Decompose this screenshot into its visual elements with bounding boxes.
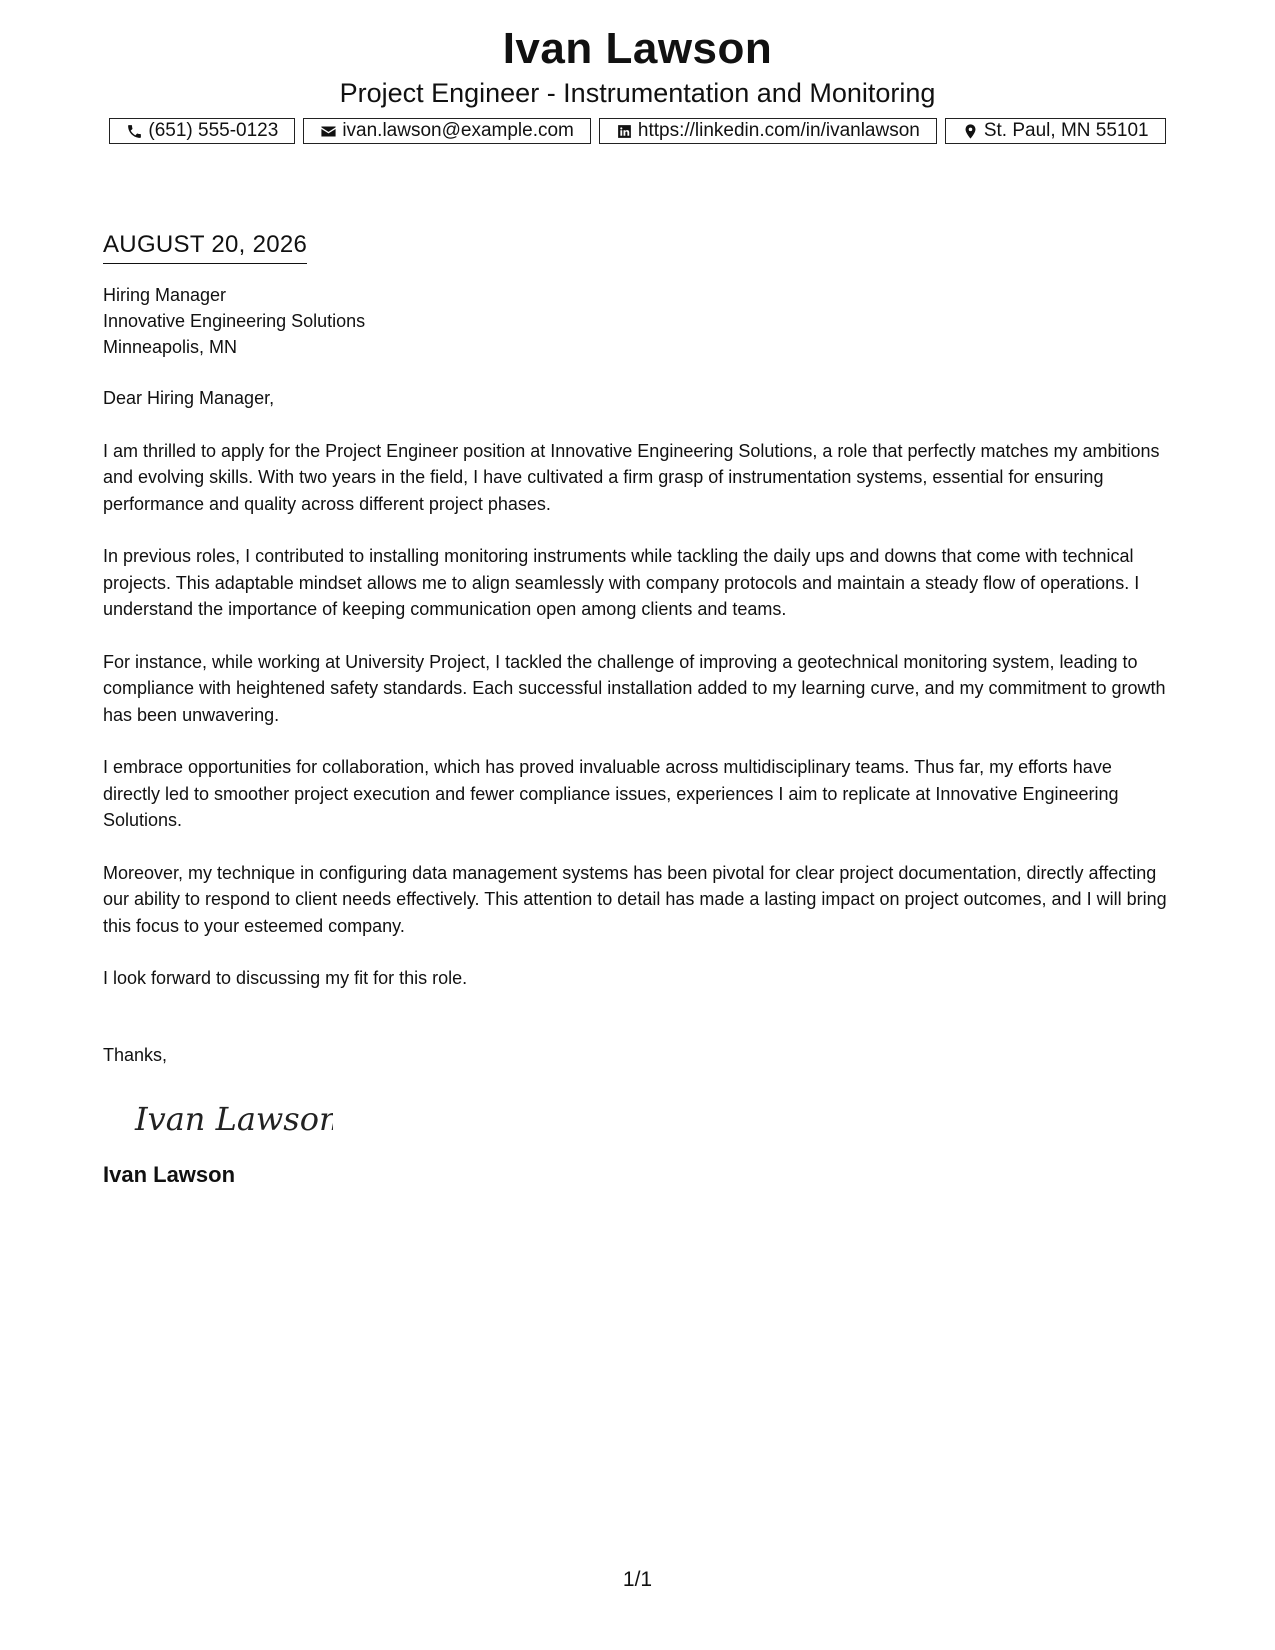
signature-image [133, 1092, 333, 1142]
recipient-line: Minneapolis, MN [103, 337, 238, 357]
contact-bar [0, 118, 1275, 144]
body-paragraph: For instance, while working at University Project, I tackled the challenge of improving a geotechnical monitoring system, leading to compliance with heightened safety standards. Each successful installation added to my learning curve, and my commitment to growth has been unwavering. [103, 651, 1166, 725]
contact-location[interactable] [945, 118, 1166, 144]
body-paragraph: In previous roles, I contributed to installing monitoring instruments while tackling the daily ups and downs that come with technical projects. This adaptable mindset allows me to align seamlessly with company protocols and maintain a steady flow of operations. I understand the importance of keeping communication open among clients and teams. [103, 546, 1140, 619]
contact-linkedin[interactable] [599, 118, 937, 144]
closing: Thanks, [103, 1044, 168, 1065]
linkedin-text: https://linkedin.com/in/ivanlawson [637, 120, 920, 141]
body-paragraph: I embrace opportunities for collaboration, which has proved invaluable across multidisciplinary teams. Thus far, my efforts have directly led to smoother project execution and fewer compliance issues, experiences I aim to replicate at Innovative Engineering Solutions. [103, 757, 1119, 830]
letter-date: AUGUST 20, 2026 [103, 230, 307, 264]
letter-body [103, 230, 1173, 1189]
phone-text: (651) 555-0123 [148, 120, 279, 141]
recipient-line: Innovative Engineering Solutions [103, 311, 366, 331]
envelope-icon [320, 123, 337, 140]
contact-phone[interactable] [109, 118, 295, 144]
applicant-title: Project Engineer - Instrumentation and Monitoring [339, 78, 936, 108]
page-number: 1/1 [622, 1568, 653, 1591]
applicant-name: Ivan Lawson [502, 24, 773, 73]
location-text: St. Paul, MN 55101 [983, 120, 1149, 141]
recipient-block [103, 282, 1173, 360]
phone-icon [126, 123, 143, 140]
letter-header [0, 22, 1275, 144]
linkedin-icon [616, 123, 633, 140]
signature [133, 1092, 333, 1142]
body-paragraph: I look forward to discussing my fit for this role. [103, 968, 468, 988]
signer-name: Ivan Lawson [103, 1162, 236, 1187]
body-paragraph: I am thrilled to apply for the Project Engineer position at Innovative Engineering Solutions, a role that perfectly matches my ambitions and evolving skills. With two years in the field, I have cultivated a firm grasp of instrumentation systems, essential for ensuring performance and quality across different project phases. [103, 440, 1160, 514]
salutation: Dear Hiring Manager, [103, 388, 275, 408]
map-pin-icon [962, 123, 979, 140]
recipient-line: Hiring Manager [103, 285, 227, 305]
contact-email[interactable] [303, 118, 591, 144]
email-text: ivan.lawson@example.com [342, 120, 574, 141]
signature-text: Ivan Lawson [135, 1100, 333, 1138]
body-paragraph: Moreover, my technique in configuring data management systems has been pivotal for clear project documentation, directly affecting our ability to respond to client needs effectively. This attention to detail has made a lasting impact on project outcomes, and I will bring this focus to your esteemed company. [103, 862, 1167, 936]
